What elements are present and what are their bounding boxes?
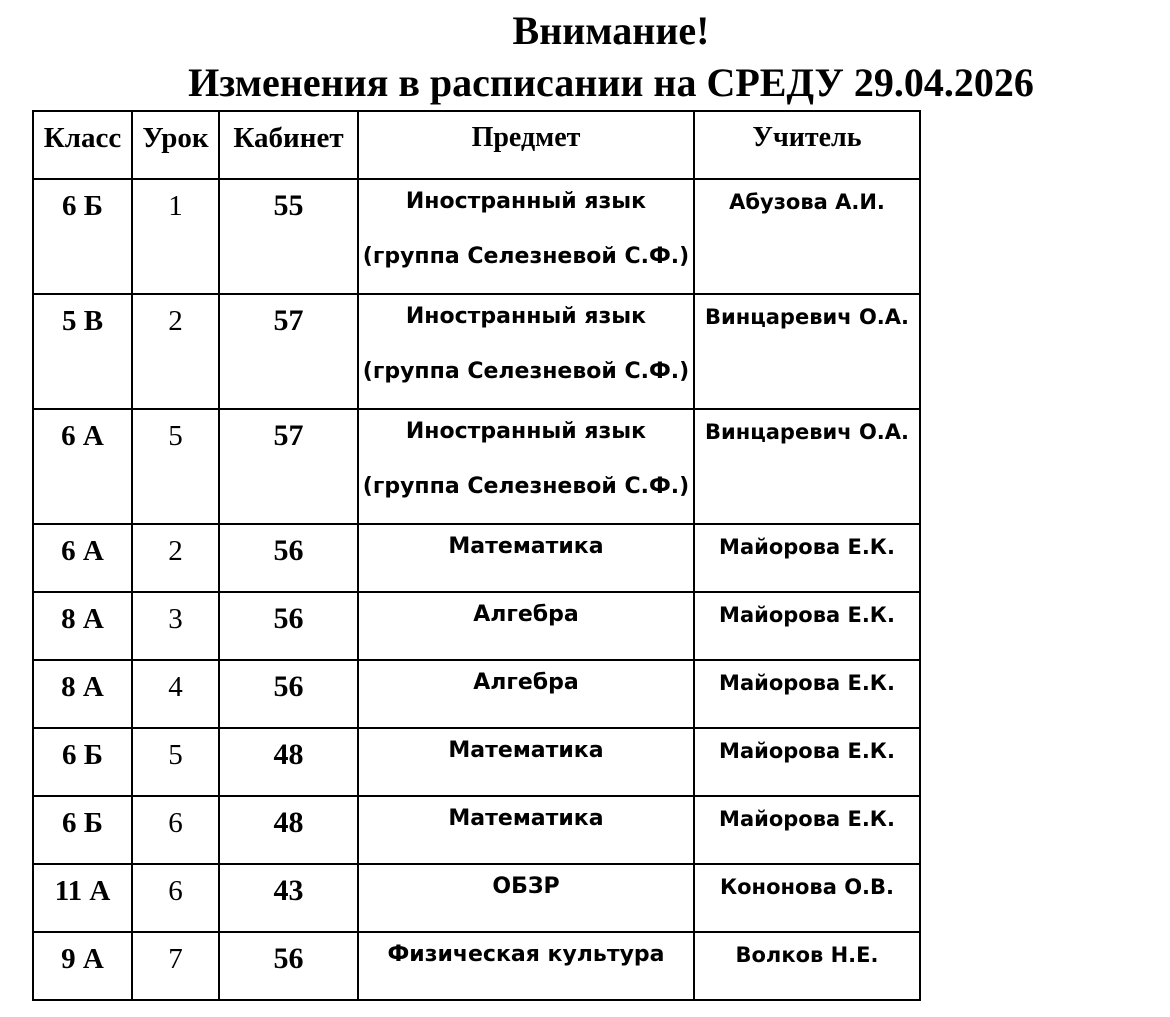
column-header-class: Класс xyxy=(33,111,132,179)
table-row xyxy=(33,932,920,1000)
column-header-lesson: Урок xyxy=(132,111,219,179)
page-title: Изменения в расписании на СРЕДУ 29.04.2026 xyxy=(188,60,1034,105)
lesson-cell: 2 xyxy=(132,294,219,409)
subject-cell xyxy=(358,864,694,932)
room-cell: 56 xyxy=(219,932,358,1000)
table-row xyxy=(33,179,920,294)
lesson-cell: 6 xyxy=(132,864,219,932)
subject-group-note: (группа Селезневой С.Ф.) xyxy=(362,359,690,384)
column-header-room: Кабинет xyxy=(219,111,358,179)
subject-name: Иностранный язык xyxy=(405,419,647,444)
subject-cell xyxy=(358,796,694,864)
subject-name: Иностранный язык xyxy=(405,189,647,214)
subject-name: Физическая культура xyxy=(387,942,665,967)
subject-name: Алгебра xyxy=(473,602,579,627)
room-cell: 56 xyxy=(219,592,358,660)
lesson-cell: 5 xyxy=(132,409,219,524)
room-cell: 57 xyxy=(219,294,358,409)
table-row xyxy=(33,409,920,524)
subject-group-note: (группа Селезневой С.Ф.) xyxy=(362,244,690,269)
teacher-cell: Абузова А.И. xyxy=(694,179,920,294)
subject-name: Математика xyxy=(448,806,604,831)
lesson-cell: 2 xyxy=(132,524,219,592)
class-cell: 5 В xyxy=(33,294,132,409)
subject-cell xyxy=(358,728,694,796)
room-cell: 43 xyxy=(219,864,358,932)
teacher-cell: Майорова Е.К. xyxy=(694,524,920,592)
column-header-teacher: Учитель xyxy=(694,111,920,179)
subject-cell xyxy=(358,179,694,294)
room-cell: 55 xyxy=(219,179,358,294)
subject-name: Математика xyxy=(448,534,604,559)
class-cell: 6 Б xyxy=(33,728,132,796)
subject-cell xyxy=(358,932,694,1000)
table-row xyxy=(33,864,920,932)
class-cell: 6 А xyxy=(33,409,132,524)
lesson-cell: 1 xyxy=(132,179,219,294)
schedule-changes-table xyxy=(32,110,921,1001)
class-cell: 8 А xyxy=(33,592,132,660)
room-cell: 56 xyxy=(219,660,358,728)
room-cell: 57 xyxy=(219,409,358,524)
subject-name: Алгебра xyxy=(473,670,579,695)
subject-group-note: (группа Селезневой С.Ф.) xyxy=(362,474,690,499)
room-cell: 48 xyxy=(219,728,358,796)
class-cell: 6 Б xyxy=(33,796,132,864)
subject-name: Математика xyxy=(448,738,604,763)
table-row xyxy=(33,660,920,728)
lesson-cell: 4 xyxy=(132,660,219,728)
teacher-cell: Кононова О.В. xyxy=(694,864,920,932)
subject-cell xyxy=(358,592,694,660)
table-row xyxy=(33,524,920,592)
table-header-row xyxy=(33,111,920,179)
teacher-cell: Волков Н.Е. xyxy=(694,932,920,1000)
lesson-cell: 7 xyxy=(132,932,219,1000)
table-row xyxy=(33,592,920,660)
class-cell: 6 Б xyxy=(33,179,132,294)
notice-heading: Внимание! xyxy=(512,8,710,53)
subject-cell xyxy=(358,524,694,592)
teacher-cell: Майорова Е.К. xyxy=(694,796,920,864)
room-cell: 56 xyxy=(219,524,358,592)
class-cell: 6 А xyxy=(33,524,132,592)
teacher-cell: Винцаревич О.А. xyxy=(694,409,920,524)
lesson-cell: 3 xyxy=(132,592,219,660)
teacher-cell: Майорова Е.К. xyxy=(694,592,920,660)
table-row xyxy=(33,294,920,409)
lesson-cell: 6 xyxy=(132,796,219,864)
class-cell: 9 А xyxy=(33,932,132,1000)
subject-name: ОБЗР xyxy=(492,874,560,899)
subject-cell xyxy=(358,294,694,409)
table-row xyxy=(33,728,920,796)
class-cell: 11 А xyxy=(33,864,132,932)
class-cell: 8 А xyxy=(33,660,132,728)
subject-cell xyxy=(358,409,694,524)
table-row xyxy=(33,796,920,864)
teacher-cell: Майорова Е.К. xyxy=(694,660,920,728)
teacher-cell: Майорова Е.К. xyxy=(694,728,920,796)
column-header-subject: Предмет xyxy=(358,111,694,179)
subject-name: Иностранный язык xyxy=(405,304,647,329)
teacher-cell: Винцаревич О.А. xyxy=(694,294,920,409)
subject-cell xyxy=(358,660,694,728)
lesson-cell: 5 xyxy=(132,728,219,796)
room-cell: 48 xyxy=(219,796,358,864)
